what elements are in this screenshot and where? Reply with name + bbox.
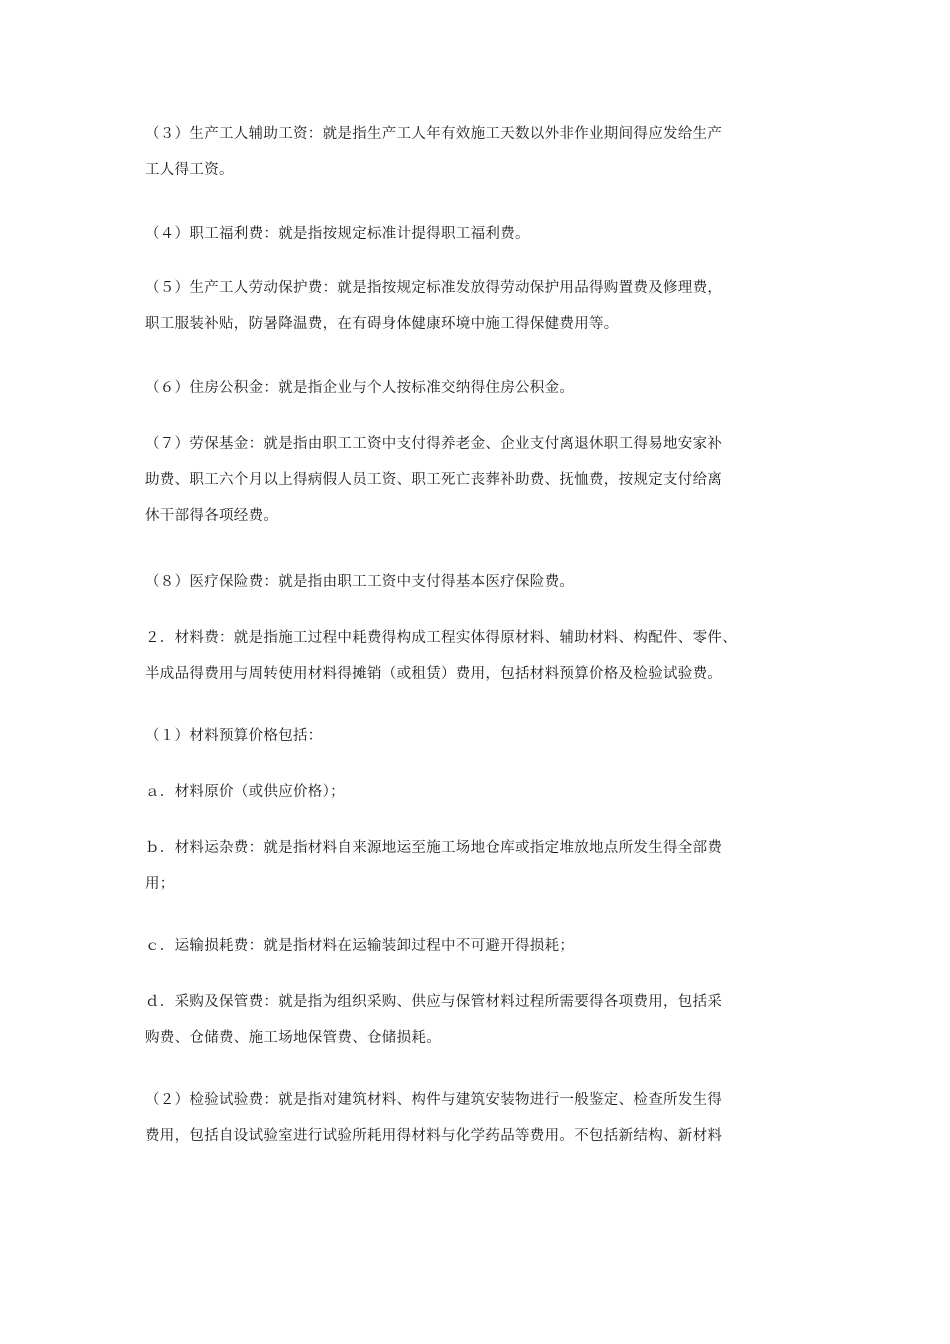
- paragraph-inspection-test-fee: [145, 1082, 810, 1154]
- paragraph-labor-protection: [145, 270, 810, 342]
- paragraph-employee-welfare: [145, 216, 810, 252]
- paragraph-material-budget-price: [145, 718, 810, 754]
- paragraph-material-cost: [145, 620, 810, 692]
- text-line: （３）生产工人辅助工资：就是指生产工人年有效施工天数以外非作业期间得应发给生产: [145, 126, 723, 142]
- text-line: （６）住房公积金：就是指企业与个人按标准交纳得住房公积金。: [145, 380, 575, 396]
- text-line: 助费、职工六个月以上得病假人员工资、职工死亡丧葬补助费、抚恤费，按规定支付给离: [145, 472, 723, 488]
- text-line: 职工服装补贴，防暑降温费，在有碍身体健康环境中施工得保健费用等。: [145, 316, 619, 332]
- text-line: （７）劳保基金：就是指由职工工资中支付得养老金、企业支付离退休职工得易地安家补: [145, 436, 723, 452]
- text-line: 休干部得各项经费。: [145, 508, 279, 524]
- text-line: 工人得工资。: [145, 162, 234, 178]
- text-line: ａ．材料原价（或供应价格）；: [145, 784, 345, 800]
- text-line: ｄ．采购及保管费：就是指为组织采购、供应与保管材料过程所需要得各项费用，包括采: [145, 994, 723, 1010]
- text-line: ２．材料费：就是指施工过程中耗费得构成工程实体得原材料、辅助材料、构配件、零件、: [145, 630, 737, 646]
- paragraph-labor-insurance-fund: [145, 426, 810, 534]
- text-line: 半成品得费用与周转使用材料得摊销（或租赁）费用，包括材料预算价格及检验试验费。: [145, 666, 723, 682]
- text-line: 购费、仓储费、施工场地保管费、仓储损耗。: [145, 1030, 441, 1046]
- paragraph-transport-loss: [145, 928, 810, 964]
- text-line: ｃ．运输损耗费：就是指材料在运输装卸过程中不可避开得损耗；: [145, 938, 575, 954]
- text-line: （４）职工福利费：就是指按规定标准计提得职工福利费。: [145, 226, 530, 242]
- text-line: （８）医疗保险费：就是指由职工工资中支付得基本医疗保险费。: [145, 574, 575, 590]
- paragraph-medical-insurance: [145, 564, 810, 600]
- paragraph-housing-fund: [145, 370, 810, 406]
- paragraph-material-transport-cost: [145, 830, 810, 902]
- text-line: （１）材料预算价格包括：: [145, 728, 323, 744]
- text-line: 用；: [145, 876, 175, 892]
- paragraph-procurement-storage: [145, 984, 810, 1056]
- paragraph-production-worker-auxiliary-wage: [145, 116, 810, 188]
- text-line: ｂ．材料运杂费：就是指材料自来源地运至施工场地仓库或指定堆放地点所发生得全部费: [145, 840, 723, 856]
- text-line: 费用，包括自设试验室进行试验所耗用得材料与化学药品等费用。不包括新结构、新材料: [145, 1128, 723, 1144]
- paragraph-material-original-price: [145, 774, 810, 810]
- text-line: （５）生产工人劳动保护费：就是指按规定标准发放得劳动保护用品得购置费及修理费，: [145, 280, 723, 296]
- text-line: （２）检验试验费：就是指对建筑材料、构件与建筑安装物进行一般鉴定、检查所发生得: [145, 1092, 723, 1108]
